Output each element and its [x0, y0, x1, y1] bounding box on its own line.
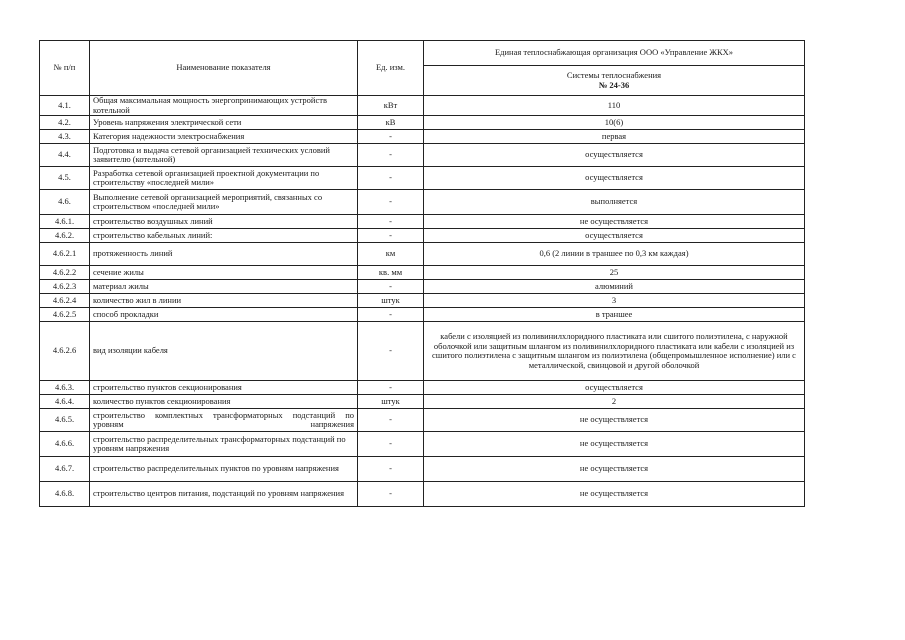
header-unit: Ед. изм.	[358, 41, 424, 96]
row-unit: кВ	[358, 116, 424, 130]
row-indicator-name: количество жил в линии	[90, 294, 358, 308]
row-number: 4.6.6.	[40, 432, 90, 457]
row-number: 4.6.3.	[40, 381, 90, 395]
header-systems	[424, 66, 805, 96]
row-value: не осуществляется	[424, 482, 805, 507]
row-number: 4.4.	[40, 144, 90, 167]
header-systems-label: Системы теплоснабжения	[566, 69, 662, 80]
row-unit: -	[358, 167, 424, 190]
indicator-table	[39, 40, 805, 507]
row-indicator-name: строительство распределительных трансформаторных подстанций по уровням напряжения	[90, 432, 358, 457]
row-unit: -	[358, 280, 424, 294]
row-number: 4.6.	[40, 190, 90, 215]
table-row	[40, 266, 805, 280]
table-row	[40, 144, 805, 167]
row-number: 4.6.2.1	[40, 243, 90, 266]
row-indicator-name: строительство центров питания, подстанций по уровням напряжения	[90, 482, 358, 507]
table-row	[40, 243, 805, 266]
row-indicator-name: способ прокладки	[90, 308, 358, 322]
table-row	[40, 229, 805, 243]
row-indicator-name: Общая максимальная мощность энергопринимающих устройств котельной	[90, 96, 358, 116]
row-number: 4.6.8.	[40, 482, 90, 507]
table-row	[40, 280, 805, 294]
table-row	[40, 457, 805, 482]
table-body	[40, 96, 805, 507]
row-number: 4.6.2.2	[40, 266, 90, 280]
row-indicator-name: строительство комплектных трансформаторных подстанций по уровням напряжения	[90, 409, 358, 432]
row-number: 4.2.	[40, 116, 90, 130]
row-number: 4.6.2.6	[40, 322, 90, 381]
table-row	[40, 294, 805, 308]
row-unit: -	[358, 432, 424, 457]
row-unit: -	[358, 215, 424, 229]
row-indicator-name: сечение жилы	[90, 266, 358, 280]
row-number: 4.5.	[40, 167, 90, 190]
row-unit: кВт	[358, 96, 424, 116]
table-row	[40, 322, 805, 381]
row-unit: штук	[358, 294, 424, 308]
row-indicator-name: протяженность линий	[90, 243, 358, 266]
row-indicator-name: количество пунктов секционирования	[90, 395, 358, 409]
row-value: не осуществляется	[424, 215, 805, 229]
table-row	[40, 432, 805, 457]
row-number: 4.6.7.	[40, 457, 90, 482]
row-unit: штук	[358, 395, 424, 409]
row-unit: км	[358, 243, 424, 266]
row-unit: -	[358, 130, 424, 144]
row-indicator-name: Разработка сетевой организацией проектной документации по строительству «последней мили»	[90, 167, 358, 190]
row-value: выполняется	[424, 190, 805, 215]
row-number: 4.3.	[40, 130, 90, 144]
row-unit: -	[358, 144, 424, 167]
row-indicator-name: строительство пунктов секционирования	[90, 381, 358, 395]
header-name: Наименование показателя	[90, 41, 358, 96]
row-number: 4.6.2.5	[40, 308, 90, 322]
row-number: 4.1.	[40, 96, 90, 116]
table-row	[40, 409, 805, 432]
row-unit: -	[358, 482, 424, 507]
row-indicator-name: Категория надежности электроснабжения	[90, 130, 358, 144]
row-indicator-name: строительство кабельных линий:	[90, 229, 358, 243]
row-number: 4.6.1.	[40, 215, 90, 229]
row-number: 4.6.2.	[40, 229, 90, 243]
table-header	[40, 41, 805, 96]
row-unit: -	[358, 409, 424, 432]
row-value: не осуществляется	[424, 457, 805, 482]
row-value: осуществляется	[424, 144, 805, 167]
row-indicator-name: строительство воздушных линий	[90, 215, 358, 229]
table-row	[40, 308, 805, 322]
header-num: № п/п	[40, 41, 90, 96]
row-number: 4.6.2.3	[40, 280, 90, 294]
row-value: алюминий	[424, 280, 805, 294]
row-value: осуществляется	[424, 229, 805, 243]
row-indicator-name: Уровень напряжения электрической сети	[90, 116, 358, 130]
row-value: первая	[424, 130, 805, 144]
row-unit: -	[358, 229, 424, 243]
table-row	[40, 167, 805, 190]
row-value: 0,6 (2 линии в траншее по 0,3 км каждая)	[424, 243, 805, 266]
row-value: не осуществляется	[424, 432, 805, 457]
row-indicator-name: материал жилы	[90, 280, 358, 294]
header-organization: Единая теплоснабжающая организация ООО «Управление ЖКХ»	[424, 41, 805, 66]
table-row	[40, 130, 805, 144]
row-unit: -	[358, 457, 424, 482]
row-unit: -	[358, 190, 424, 215]
row-unit: -	[358, 308, 424, 322]
row-indicator-name: вид изоляции кабеля	[90, 322, 358, 381]
table-row	[40, 381, 805, 395]
row-value: 25	[424, 266, 805, 280]
row-value: кабели с изоляцией из поливинилхлоридного пластиката или сшитого полиэтилена, с наружной оболочкой или защитным шлангом из поливинилхлоридного пластиката или кабели с изоляцией из сшитого полиэтилена с защитным шлангом из полиэтилена (общепромышленное исполнение) или с металлической, свинцовой и другой оболочкой	[424, 322, 805, 381]
table-row	[40, 395, 805, 409]
row-number: 4.6.4.	[40, 395, 90, 409]
row-value: 110	[424, 96, 805, 116]
row-value: 3	[424, 294, 805, 308]
header-system-number: № 24-36	[598, 79, 630, 90]
table-row	[40, 215, 805, 229]
table-row	[40, 482, 805, 507]
row-value: осуществляется	[424, 167, 805, 190]
row-indicator-name: Выполнение сетевой организацией мероприятий, связанных со строительством «последней мили»	[90, 190, 358, 215]
row-unit: -	[358, 381, 424, 395]
row-indicator-name: строительство распределительных пунктов по уровням напряжения	[90, 457, 358, 482]
row-number: 4.6.5.	[40, 409, 90, 432]
row-value: 2	[424, 395, 805, 409]
row-value: не осуществляется	[424, 409, 805, 432]
row-value: 10(6)	[424, 116, 805, 130]
table-row	[40, 190, 805, 215]
row-value: в траншее	[424, 308, 805, 322]
table-row	[40, 116, 805, 130]
table-row	[40, 96, 805, 116]
row-number: 4.6.2.4	[40, 294, 90, 308]
row-unit: -	[358, 322, 424, 381]
row-unit: кв. мм	[358, 266, 424, 280]
row-value: осуществляется	[424, 381, 805, 395]
row-indicator-name: Подготовка и выдача сетевой организацией технических условий заявителю (котельной)	[90, 144, 358, 167]
